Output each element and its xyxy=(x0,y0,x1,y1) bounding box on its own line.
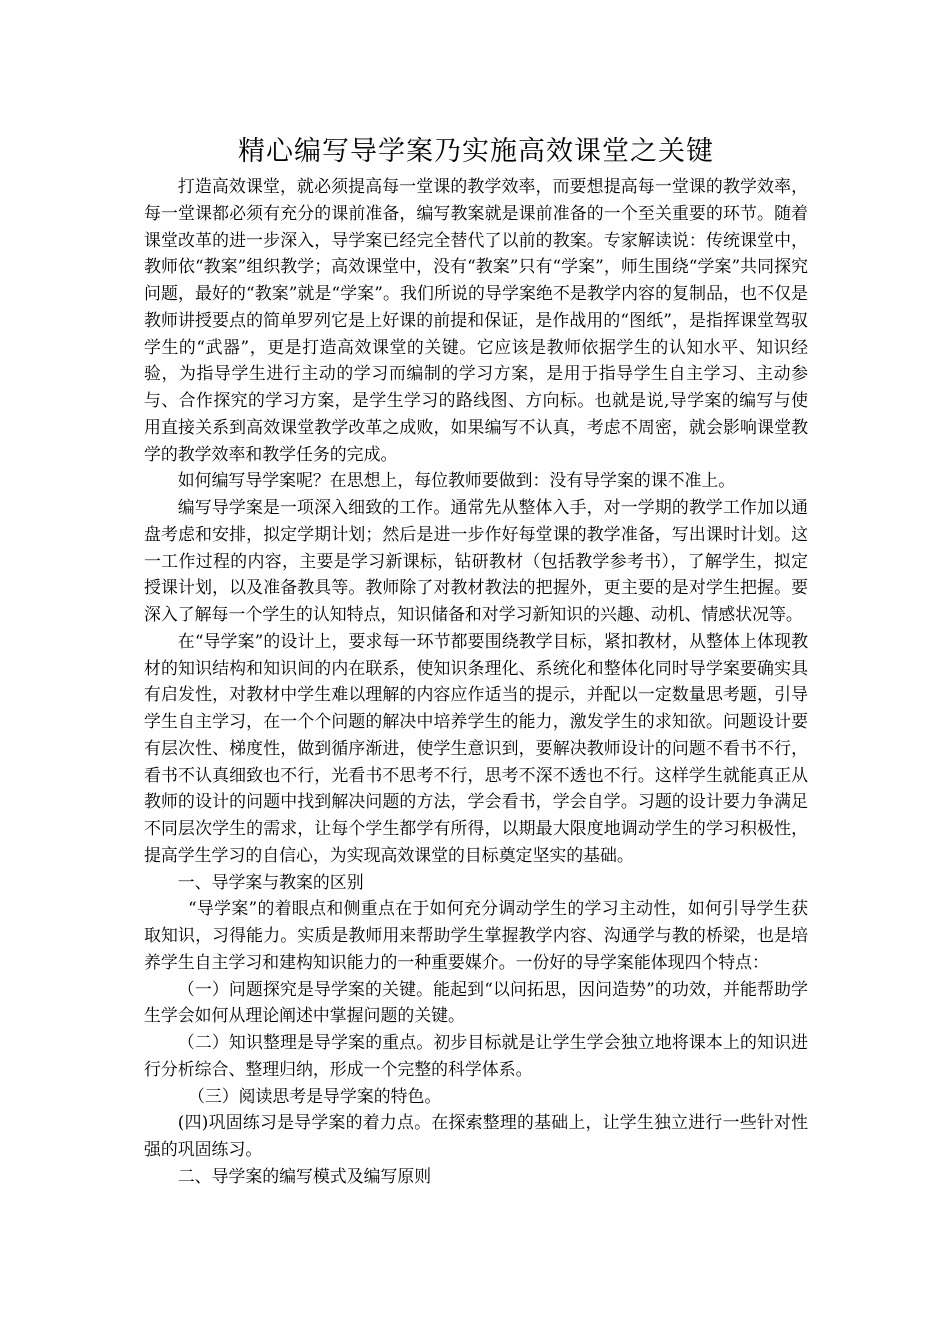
paragraph-how-to-write: 如何编写导学案呢？在思想上，每位教师要做到：没有导学案的课不准上。 xyxy=(177,470,736,491)
paragraph-design: 在“导学案”的设计上，要求每一环节都要围绕教学目标，紧扣教材，从整体上体现教材的知识结构和知识间的内在联系，使知识条理化、系统化和整体化同时导学案要确实具有启发性，对教材中学生难以理解的内容应作适当的提示，并配以一定数量思考题，引导学生自主学习，在一个个问题的解决中培养学生的能力，激发学生的求知欲。问题设计要有层次性、梯度性，做到循序渐进，使学生意识到，要解决教师设计的问题不看书不行，看书不认真细致也不行，光看书不思考不行，思考不深不透也不行。这样学生就能真正从教师的设计的问题中找到解决问题的方法，学会看书，学会自学。习题的设计要力争满足不同层次学生的需求，让每个学生都学有所得，以期最大限度地调动学生的学习积极性，提高学生学习的自信心，为实现高效课堂的目标奠定坚实的基础。 xyxy=(144,630,808,865)
section-heading-1: 一、导学案与教案的区别 xyxy=(177,871,364,892)
list-item-4: (四)巩固练习是导学案的着力点。在探索整理的基础上，让学生独立进行一些针对性强的巩固练习。 xyxy=(144,1112,808,1159)
list-item-3: （三）阅读思考是导学案的特色。 xyxy=(187,1085,442,1106)
list-item-1: （一）问题探究是导学案的关键。能起到“以问拓思，因问造势”的功效，并能帮助学生学会如何从理论阐述中掌握问题的关键。 xyxy=(144,978,808,1026)
list-item-2: （二）知识整理是导学案的重点。初步目标就是让学生学会独立地将课本上的知识进行分析综合、整理归纳，形成一个完整的科学体系。 xyxy=(144,1032,808,1079)
document-page xyxy=(144,132,808,1190)
paragraph-intro: 打造高效课堂，就必须提高每一堂课的教学效率，而要想提高每一堂课的教学效率，每一堂课都必须有充分的课前准备，编写教案就是课前准备的一个至关重要的环节。随着课堂改革的进一步深入，导学案已经完全替代了以前的教案。专家解读说：传统课堂中，教师依“教案”组织教学；高效课堂中，没有“教案”只有“学案”，师生围绕“学案”共同探究问题，最好的“教案”就是“学案”。我们所说的导学案绝不是教学内容的复制品，也不仅是教师讲授要点的简单罗列它是上好课的前提和保证，是作战用的“图纸”，是指挥课堂驾驭学生的“武器”，更是打造高效课堂的关键。它应该是教师依据学生的认知水平、知识经验，为指导学生进行主动的学习而编制的学习方案，是用于指导学生自主学习、主动参与、合作探究的学习方案，是学生学习的路线图、方向标。也就是说,导学案的编写与使用直接关系到高效课堂教学改革之成败，如果编写不认真，考虑不周密，就会影响课堂教学的教学效率和教学任务的完成。 xyxy=(144,176,808,464)
paragraph-difference: “导学案”的着眼点和侧重点在于如何充分调动学生的学习主动性，如何引导学生获取知识，习得能力。实质是教师用来帮助学生掌握教学内容、沟通学与教的桥梁，也是培养学生自主学习和建构知识能力的一种重要媒介。一份好的导学案能体现四个特点： xyxy=(144,898,808,972)
section-heading-2: 二、导学案的编写模式及编写原则 xyxy=(177,1165,432,1186)
document-title: 精心编写导学案乃实施高效课堂之关键 xyxy=(238,136,714,167)
paragraph-writing-work: 编写导学案是一项深入细致的工作。通常先从整体入手，对一学期的教学工作加以通盘考虑和安排，拟定学期计划；然后是进一步作好每堂课的教学准备，写出课时计划。这一工作过程的内容，主要是学习新课标，钻研教材（包括教学参考书），了解学生，拟定授课计划，以及准备教具等。教师除了对教材教法的把握外，更主要的是对学生把握。要深入了解每一个学生的认知特点，知识储备和对学习新知识的兴趣、动机、情感状况等。 xyxy=(144,497,808,624)
